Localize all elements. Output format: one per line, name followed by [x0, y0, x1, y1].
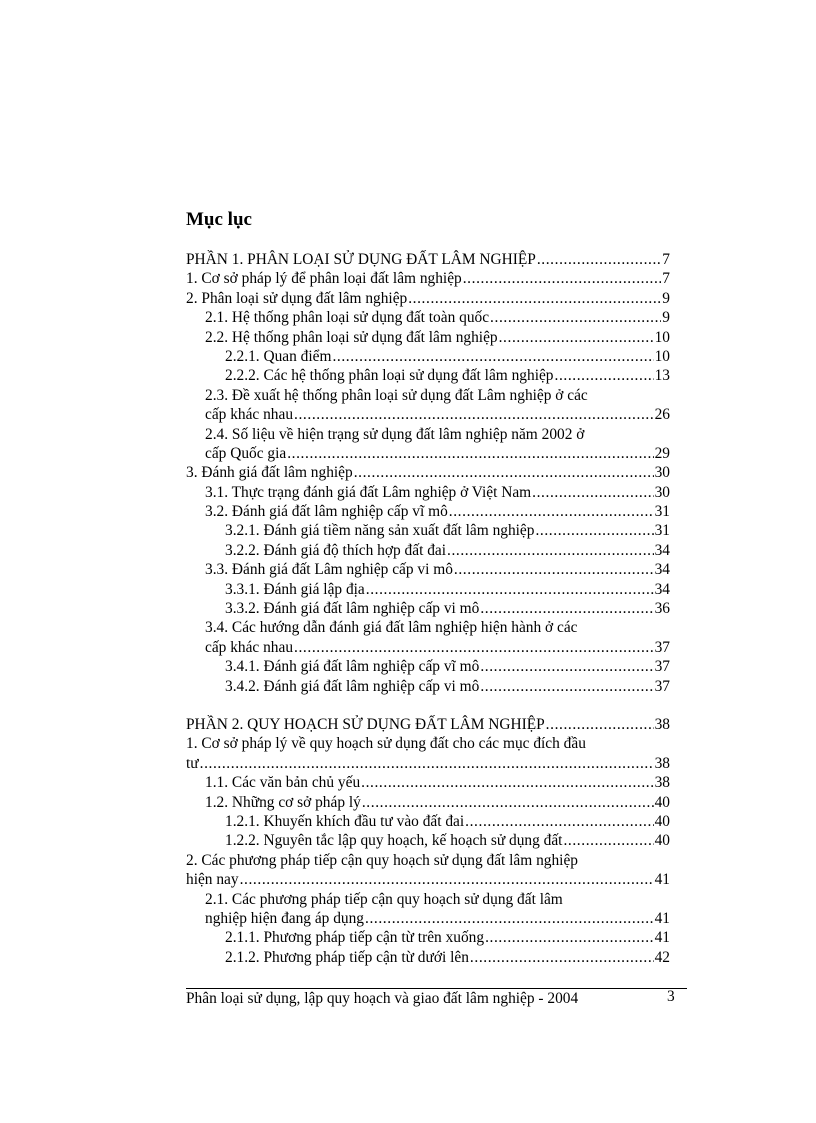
toc-page-number: 13 — [654, 367, 670, 385]
toc-entry[interactable] — [186, 444, 670, 463]
toc-leader-dots — [294, 405, 654, 424]
toc-entry[interactable] — [186, 463, 670, 482]
footer-divider — [186, 988, 687, 989]
toc-page-number: 40 — [654, 832, 670, 850]
toc-leader-dots — [287, 444, 653, 463]
toc-entry[interactable] — [186, 870, 670, 889]
toc-leader-dots — [294, 638, 654, 657]
toc-leader-dots — [490, 308, 661, 327]
footer-title: Phân loại sử dụng, lập quy hoạch và giao đất lâm nghiệp - 2004 — [186, 990, 579, 1007]
toc-leader-dots — [362, 793, 654, 812]
toc-entry[interactable] — [186, 599, 670, 618]
toc-entry-label: 2.1.1. Phương pháp tiếp cận từ trên xuống — [225, 929, 485, 947]
toc-page-number: 30 — [654, 483, 670, 501]
toc-entry-label: cấp khác nhau — [205, 406, 294, 424]
toc-leader-dots — [537, 250, 661, 269]
toc-entry[interactable] — [186, 308, 670, 327]
toc-entry-label: 2.1.2. Phương pháp tiếp cận từ dưới lên — [225, 948, 469, 966]
toc-page-number: 40 — [654, 812, 670, 830]
toc-leader-dots — [354, 463, 654, 482]
toc-entry-label: 2.2.2. Các hệ thống phân loại sử dụng đất lâm nghiệp — [225, 367, 554, 385]
toc-entry[interactable] — [186, 715, 670, 734]
toc-entry-label: 3.2.2. Đánh giá độ thích hợp đất đai — [225, 541, 446, 559]
toc-leader-dots — [480, 657, 653, 676]
toc-entry-heading: 2. Các phương pháp tiếp cận quy hoạch sử dụng đất lâm nghiệp — [186, 851, 578, 869]
toc-entry[interactable] — [186, 948, 670, 967]
toc-page-number: 41 — [654, 871, 670, 889]
toc-page-number: 29 — [654, 444, 670, 462]
table-of-contents — [186, 250, 670, 967]
toc-entry-label: 3.3.2. Đánh giá đất lâm nghiệp cấp vi mô — [225, 600, 480, 618]
toc-entry[interactable] — [186, 812, 670, 831]
toc-entry-label: 3.2.1. Đánh giá tiềm năng sản xuất đất lâm nghiệp — [225, 522, 535, 540]
toc-entry-label: 1.2. Những cơ sở pháp lý — [205, 793, 361, 811]
toc-entry[interactable] — [186, 347, 670, 366]
toc-entry-label: 3.1. Thực trạng đánh giá đất Lâm nghiệp ở Việt Nam — [205, 483, 532, 501]
toc-entry-label: PHẦN 2. QUY HOẠCH SỬ DỤNG ĐẤT LÂM NGHIỆP — [186, 715, 545, 733]
toc-page-number: 42 — [654, 948, 670, 966]
toc-page-number: 30 — [654, 464, 670, 482]
toc-page-number: 38 — [654, 754, 670, 772]
toc-entry[interactable] — [186, 560, 670, 579]
toc-entry[interactable] — [186, 521, 670, 540]
toc-leader-dots — [463, 269, 662, 288]
toc-entry-label: 2. Phân loại sử dụng đất lâm nghiệp — [186, 289, 408, 307]
toc-page-number: 34 — [654, 561, 670, 579]
toc-leader-dots — [332, 347, 653, 366]
toc-entry-label: nghiệp hiện đang áp dụng — [205, 909, 365, 927]
toc-page-number: 34 — [654, 541, 670, 559]
toc-entry-label: 2.2.1. Quan điểm — [225, 347, 332, 365]
toc-entry-label: 2.2. Hệ thống phân loại sử dụng đất lâm nghiệp — [205, 328, 498, 346]
toc-leader-dots — [532, 483, 653, 502]
toc-entry-label: 1. Cơ sở pháp lý để phân loại đất lâm nghiệp — [186, 270, 462, 288]
toc-leader-dots — [546, 715, 654, 734]
toc-leader-dots — [408, 289, 661, 308]
toc-page-number: 9 — [662, 309, 670, 327]
toc-entry[interactable] — [186, 289, 670, 308]
toc-entry-heading: 2.4. Số liệu về hiện trạng sử dụng đất lâm nghiệp năm 2002 ở — [205, 425, 585, 443]
toc-entry-heading: 2.3. Đề xuất hệ thống phân loại sử dụng đất Lâm nghiệp ở các — [205, 386, 588, 404]
toc-entry-label: 2.1. Hệ thống phân loại sử dụng đất toàn quốc — [205, 309, 490, 327]
toc-entry-label: 1.2.1. Khuyến khích đầu tư vào đất đai — [225, 812, 465, 830]
toc-entry-label: tư — [186, 754, 199, 772]
toc-entry[interactable] — [186, 541, 670, 560]
toc-entry[interactable] — [186, 657, 670, 676]
toc-entry-label: 3.3.1. Đánh giá lập địa — [225, 580, 365, 598]
toc-page-number: 37 — [654, 658, 670, 676]
toc-entry[interactable] — [186, 909, 670, 928]
toc-entry[interactable] — [186, 483, 670, 502]
toc-page-number: 7 — [662, 251, 670, 268]
toc-entry[interactable] — [186, 831, 670, 850]
toc-entry-label: hiện nay — [186, 871, 239, 889]
toc-entry[interactable] — [186, 677, 670, 696]
toc-page-number: 41 — [654, 929, 670, 947]
toc-entry[interactable] — [186, 928, 670, 947]
toc-leader-dots — [447, 541, 654, 560]
toc-entry-label: 3.4.2. Đánh giá đất lâm nghiệp cấp vi mô — [225, 677, 480, 695]
toc-entry-label: cấp Quốc gia — [205, 444, 287, 462]
toc-entry[interactable] — [186, 250, 670, 269]
toc-page-number: 37 — [654, 677, 670, 695]
toc-entry[interactable] — [186, 638, 670, 657]
toc-entry-label: 3.2. Đánh giá đất lâm nghiệp cấp vĩ mô — [205, 503, 448, 521]
toc-leader-dots — [470, 948, 654, 967]
toc-entry-label: 3.4.1. Đánh giá đất lâm nghiệp cấp vĩ mô — [225, 658, 480, 676]
toc-entry-label: 1.1. Các văn bản chủ yếu — [205, 774, 361, 792]
toc-entry[interactable] — [186, 773, 670, 792]
toc-leader-dots — [555, 366, 654, 385]
toc-entry-label: 1.2.2. Nguyên tắc lập quy hoạch, kế hoạch sử dụng đất — [225, 832, 563, 850]
toc-page-number: 38 — [654, 715, 670, 733]
toc-entry[interactable] — [186, 269, 670, 288]
toc-page-number: 9 — [662, 289, 670, 307]
toc-entry-heading: 3.4. Các hướng dẫn đánh giá đất lâm nghiệp hiện hành ở các — [205, 619, 578, 637]
toc-page-number: 40 — [654, 793, 670, 811]
toc-page-number: 7 — [662, 270, 670, 288]
toc-entry[interactable] — [186, 502, 670, 521]
toc-leader-dots — [499, 328, 654, 347]
toc-entry[interactable] — [186, 580, 670, 599]
toc-entry-heading: 2.1. Các phương pháp tiếp cận quy hoạch sử dụng đất lâm — [205, 890, 563, 908]
toc-entry[interactable] — [186, 405, 670, 424]
toc-leader-dots — [480, 677, 653, 696]
toc-leader-dots — [535, 521, 653, 540]
toc-page-number: 26 — [654, 406, 670, 424]
toc-leader-dots — [366, 580, 654, 599]
toc-page-number: 31 — [654, 503, 670, 521]
toc-leader-dots — [361, 773, 653, 792]
toc-entry-label: 3. Đánh giá đất lâm nghiệp — [186, 464, 353, 482]
toc-leader-dots — [200, 754, 654, 773]
toc-entry-label: cấp khác nhau — [205, 638, 294, 656]
toc-entry[interactable] — [186, 328, 670, 347]
toc-leader-dots — [480, 599, 653, 618]
toc-leader-dots — [449, 502, 654, 521]
toc-page-number: 37 — [654, 638, 670, 656]
toc-page-number: 41 — [654, 909, 670, 927]
toc-leader-dots — [365, 909, 654, 928]
toc-entry[interactable] — [186, 793, 670, 812]
toc-leader-dots — [454, 560, 654, 579]
footer-page-number: 3 — [667, 988, 675, 1005]
toc-entry[interactable] — [186, 754, 670, 773]
toc-leader-dots — [465, 812, 653, 831]
toc-page-number: 34 — [654, 580, 670, 598]
toc-leader-dots — [240, 870, 654, 889]
page-title: Mục lục — [186, 209, 252, 230]
toc-leader-dots — [485, 928, 654, 947]
toc-leader-dots — [563, 831, 653, 850]
toc-page-number: 31 — [654, 522, 670, 540]
toc-entry-label: 3.3. Đánh giá đất Lâm nghiệp cấp vi mô — [205, 561, 453, 579]
toc-page-number: 10 — [654, 328, 670, 346]
toc-page-number: 10 — [654, 347, 670, 365]
toc-entry-label: PHẦN 1. PHÂN LOẠI SỬ DỤNG ĐẤT LÂM NGHIỆP — [186, 251, 536, 268]
toc-page-number: 36 — [654, 600, 670, 618]
toc-entry[interactable] — [186, 366, 670, 385]
toc-entry-heading: 1. Cơ sở pháp lý về quy hoạch sử dụng đất cho các mục đích đầu — [186, 735, 586, 753]
toc-page-number: 38 — [654, 774, 670, 792]
